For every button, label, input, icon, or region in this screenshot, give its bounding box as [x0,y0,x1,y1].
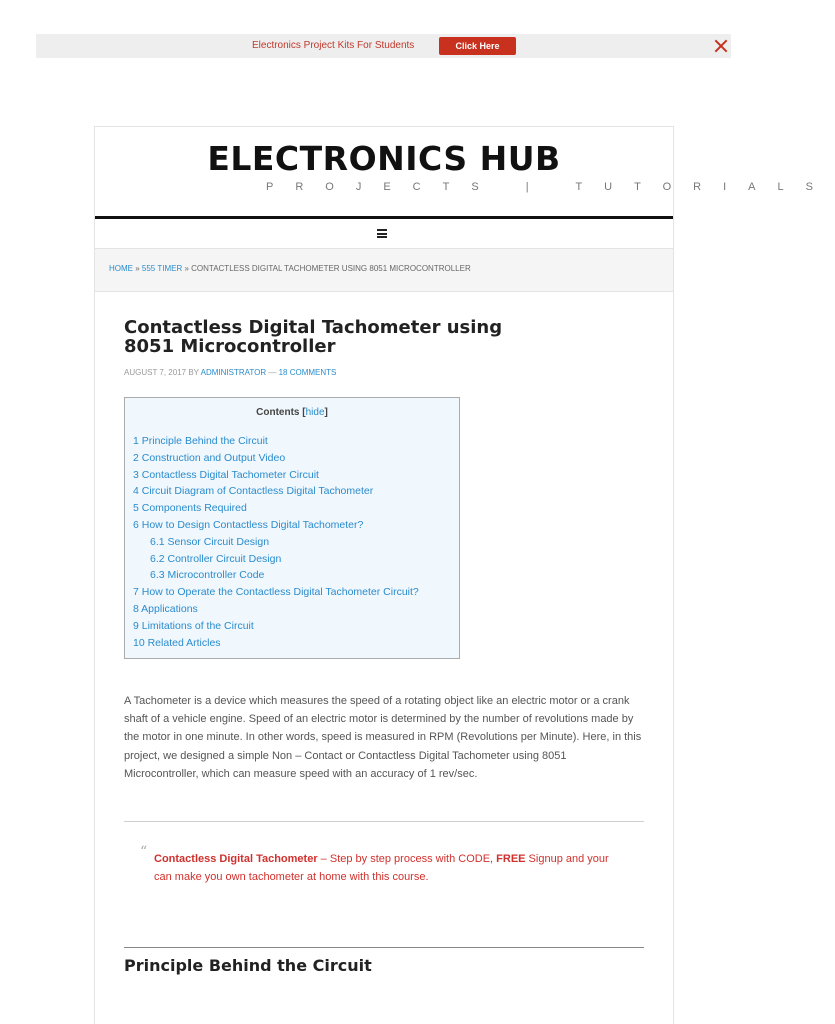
intro-paragraph: A Tachometer is a device which measures the speed of a rotating object like an electric motor or a crank shaft of a vehicle engine. Speed of an electric motor is determined by the number of revolutions made by the motor in one minute. In other words, speed is measured in RPM (Revolutions per Minute). Here, in this project, we designed a simple Non – Contact or Contactless Digital Tachometer using 8051 Microcontroller, which can measure speed with an accuracy of 1 rev/sec. [124,695,642,780]
toc-link[interactable]: 6.1 Sensor Circuit Design [150,535,270,548]
breadcrumb-separator: » [133,264,142,273]
site-container [94,126,835,1024]
table-of-contents [124,397,460,659]
quote-text-part: Signup and your can make you own tachometer at home with this course. [154,853,609,883]
toc-item [133,433,419,450]
toc-item [133,500,419,517]
navigation-bar [95,219,673,249]
quote-course-name: Contactless Digital Tachometer [154,853,318,865]
toc-item [133,450,419,467]
toc-subitem [133,534,419,551]
quote-mark-icon: “ [140,844,148,860]
toc-link[interactable]: 5 Components Required [133,502,247,515]
breadcrumb [95,249,673,292]
toc-subitem [133,567,419,584]
section-divider [124,947,644,948]
toc-link[interactable]: 6.3 Microcontroller Code [150,569,265,582]
site-title[interactable]: ELECTRONICS HUB [207,139,561,178]
meta-dash: — [266,368,279,377]
toc-link[interactable]: 10 Related Articles [133,636,221,649]
toc-heading: Contents [256,407,300,418]
article-title: Contactless Digital Tachometer using 8051 Microcontroller [124,317,503,357]
toc-bracket: [ [299,407,306,418]
breadcrumb-category-link[interactable]: 555 TIMER [141,264,183,273]
toc-title [125,407,459,418]
toc-link[interactable]: 3 Contactless Digital Tachometer Circuit [133,468,319,481]
site-description: PROJECTS | TUTORIALS [266,181,835,193]
toc-item [133,635,419,652]
toc-item [133,601,419,618]
article-meta [124,368,336,377]
toc-item [133,584,419,601]
section-heading: Principle Behind the Circuit [124,956,372,975]
toc-link[interactable]: 2 Construction and Output Video [133,451,286,464]
author-link[interactable]: ADMINISTRATOR [200,368,267,377]
toc-item [133,483,419,500]
quote-free: FREE [496,853,526,865]
breadcrumb-current: CONTACTLESS DIGITAL TACHOMETER USING 8051 MICROCONTROLLER [191,264,471,273]
toc-link[interactable]: 4 Circuit Diagram of Contactless Digital Tachometer [133,485,374,498]
meta-by: BY [186,368,201,377]
toc-item [133,467,419,484]
comments-link[interactable]: 18 COMMENTS [278,368,337,377]
promo-text: Electronics Project Kits For Students [252,40,415,51]
menu-icon[interactable] [377,229,387,237]
site-header [95,127,835,217]
toc-item [133,517,419,534]
close-icon[interactable] [712,37,730,55]
breadcrumb-separator: » [182,264,192,273]
toc-subitem [133,551,419,568]
quote-text-part: – Step by step process with CODE, [317,853,497,865]
click-here-button[interactable]: Click Here [439,37,516,55]
toc-link[interactable]: 6 How to Design Contactless Digital Tachometer? [133,518,364,531]
toc-bracket: ] [324,407,328,418]
toc-link[interactable]: 6.2 Controller Circuit Design [150,552,282,565]
promo-bar [36,34,731,58]
toc-link[interactable]: 8 Applications [133,602,198,615]
toc-link[interactable]: 1 Principle Behind the Circuit [133,435,268,447]
toc-hide-link[interactable]: hide [305,407,325,418]
toc-list [133,433,419,651]
breadcrumb-home-link[interactable]: HOME [109,264,133,273]
quote-text[interactable] [154,850,624,886]
toc-link[interactable]: 9 Limitations of the Circuit [133,619,254,632]
post-date: AUGUST 7, 2017 [124,368,187,377]
divider [124,821,644,822]
toc-link[interactable]: 7 How to Operate the Contactless Digital Tachometer Circuit? [133,586,419,599]
toc-item [133,618,419,635]
